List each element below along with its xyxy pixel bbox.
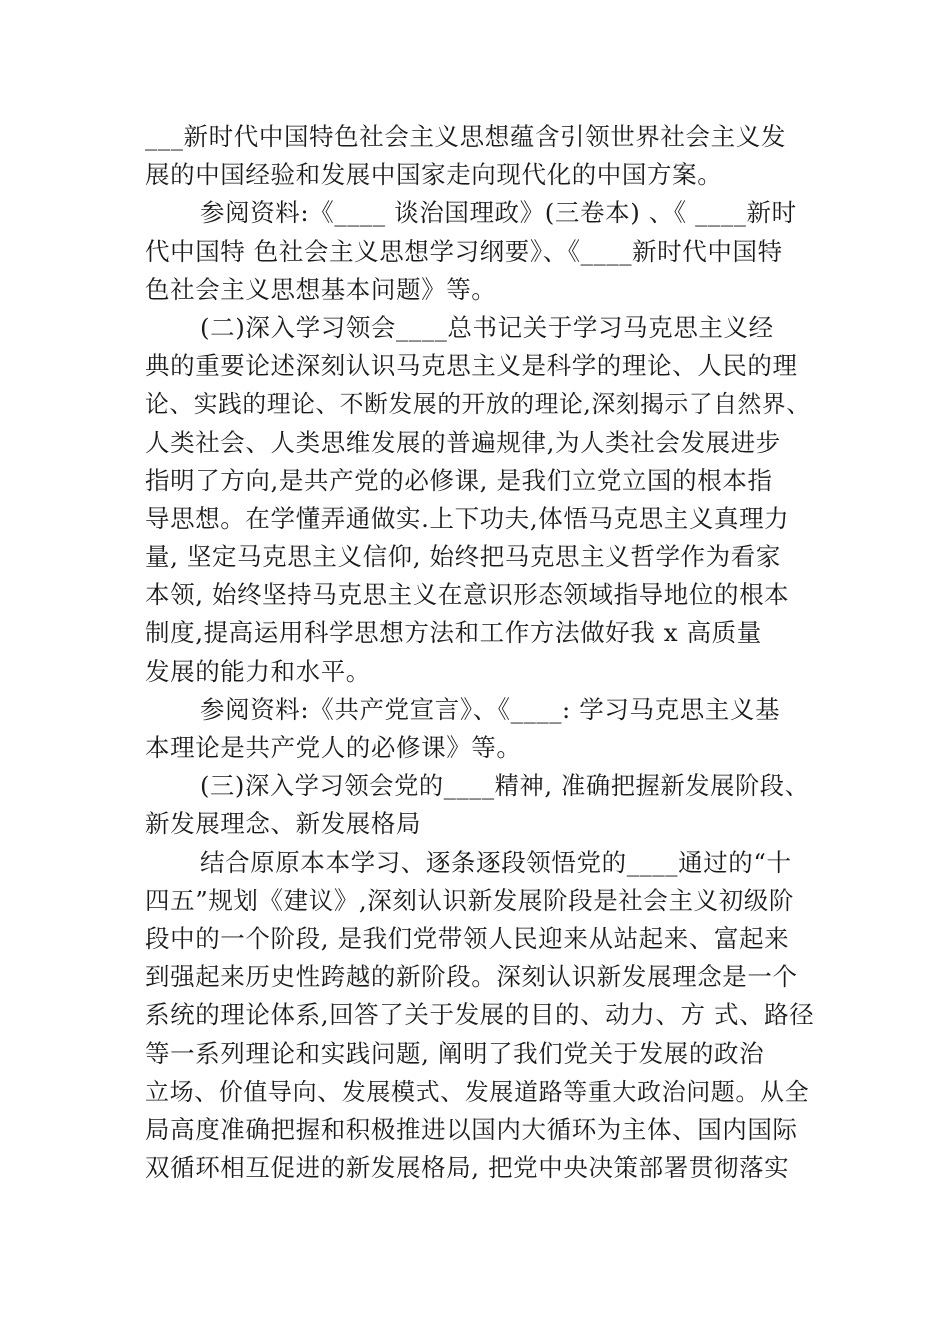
- text-line: 系统的理论体系,回答了关于发展的目的、动力、方 式、路径: [145, 1000, 815, 1030]
- text-line: 等一系列理论和实践问题, 阐明了我们党关于发展的政治: [145, 1038, 765, 1068]
- text-line: 参阅资料:《共产党宣言》、《____: 学习马克思主义基: [200, 694, 781, 724]
- text-line: 本理论是共产党人的必修课》等。: [145, 733, 522, 762]
- text-line: 新发展理念、新发展格局: [145, 809, 422, 839]
- text-line: 量, 坚定马克思主义信仰, 始终把马克思主义哲学作为看家: [145, 542, 781, 572]
- body-text: [145, 118, 815, 1187]
- text-line: ___新时代中国特色社会主义思想蕴含引领世界社会主义发: [145, 122, 786, 151]
- text-line: 代中国特 色社会主义思想学习纲要》、《____新时代中国特: [145, 236, 783, 266]
- text-line: 结合原原本本学习、逐条逐段领悟党的____通过的“十: [200, 847, 792, 877]
- text-line: 立场、价值导向、发展模式、发展道路等重大政治问题。从全: [145, 1077, 810, 1106]
- text-line: 参阅资料:《____ 谈治国理政》(三卷本) 、《 ____新时: [200, 198, 797, 228]
- text-line: 导思想。在学懂弄通做实.上下功夫,体悟马克思主义真理力: [145, 503, 790, 533]
- text-line: 人类社会、人类思维发展的普遍规律,为人类社会发展进步: [145, 427, 781, 457]
- text-line: 制度,提高运用科学思想方法和工作方法做好我 x 高质量: [145, 618, 762, 648]
- text-line: 到强起来历史性跨越的新阶段。深刻认识新发展理念是一个: [145, 962, 798, 992]
- text-line: 论、实践的理论、不断发展的开放的理论,深刻揭示了自然界、: [145, 390, 811, 419]
- text-line: (三)深入学习领会党的____精神, 准确把握新发展阶段、: [200, 771, 810, 801]
- text-line: 本领, 始终坚持马克思主义在意识形态领域指导地位的根本: [145, 580, 790, 610]
- text-line: 指明了方向,是共产党的必修课, 是我们立党立国的根本指: [145, 465, 773, 495]
- text-line: (二)深入学习领会____总书记关于学习马克思主义经: [200, 312, 774, 342]
- text-line: 典的重要论述深刻认识马克思主义是科学的理论、人民的理: [145, 351, 798, 381]
- text-line: 发展的能力和水平。: [145, 656, 371, 686]
- text-line: 局高度准确把握和积极推进以国内大循环为主体、国内国际: [145, 1114, 798, 1144]
- text-line: 四五”规划《建议》,深刻认识新发展阶段是社会主义初级阶: [145, 885, 795, 915]
- text-line: 双循环相互促进的新发展格局, 把党中央决策部署贯彻落实: [145, 1153, 790, 1183]
- text-line: 展的中国经验和发展中国家走向现代化的中国方案。: [145, 160, 723, 190]
- text-line: 段中的一个阶段, 是我们党带领人民迎来从站起来、富起来: [145, 923, 790, 953]
- text-line: 色社会主义思想基本问题》等。: [145, 274, 497, 304]
